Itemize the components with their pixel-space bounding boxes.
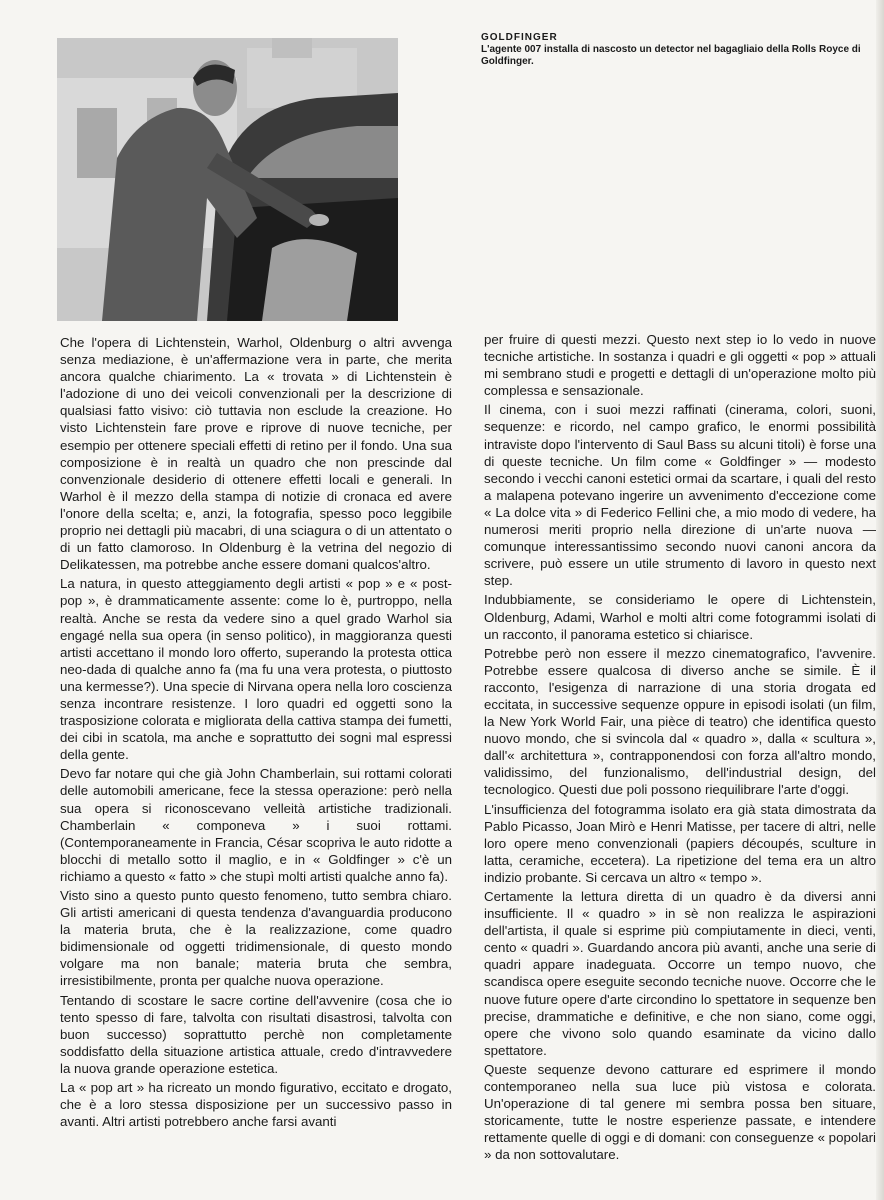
photo-caption	[481, 32, 877, 68]
paragraph: Certamente la lettura diretta di un quadro è da diversi anni insufficiente. Il « quadro » in sè non realizza le aspirazioni dell'artista, il quale si esprime più compiutamente in dieci, venti, cento « quadri ». Guardando ancora più avanti, anche una serie di quadri appare inadeguata. Occorre un tempo nuovo, che scandisca opere eseguite secondo tecniche nuove. Occorre che le nuove future opere d'arte circondino lo spettatore in sequenze ben precise, drammatiche e definitive, e che non siano, come oggi, opere che vivono solo quando esaminate da vicino dallo spettatore.	[484, 889, 876, 1058]
left-column	[60, 334, 452, 1132]
paragraph: La natura, in questo atteggiamento degli artisti « pop » e « post-pop », è drammaticamente assente: come lo è, purtroppo, nella realtà. Anche se resta da vedere sino a quel grado Warhol sia engagé nella sua opera (in senso politico), in maggioranza questi artisti accettano il mondo loro offerto, superando la protesta ottica neo-dada di qualche anno fa (ma fu una vera protesta, o piuttosto una kermesse?). Una specie di Nirvana opera nella loro coscienza senza incontrare resistenze. I loro quadri ed oggetti sono la trasposizione colorata e migliorata della cattiva stampa dei fumetti, dei cibi in scatola, ma anche e soprattutto dei sogni mal espressi della gente.	[60, 576, 452, 763]
paragraph: L'insufficienza del fotogramma isolato era già stata dimostrata da Pablo Picasso, Joan Mirò e Henri Matisse, per tacere di altri, nelle loro opere meno convenzionali (papiers découpés, sculture in latta, ceramiche, eccetera). La ripetizione del tema era un altro indizio probante. Si cercava un altro « tempo ».	[484, 801, 876, 885]
paragraph: Indubbiamente, se consideriamo le opere di Lichtenstein, Oldenburg, Adami, Warhol e molti altri come fotogrammi isolati di un racconto, il panorama estetico si chiarisce.	[484, 592, 876, 642]
paragraph: Il cinema, con i suoi mezzi raffinati (cinerama, colori, suoni, sequenze: e ricordo, nel campo grafico, le enormi possibilità intraviste dopo l'intervento di Saul Bass su alcuni titoli) è forse una di queste tecniche. Un film come « Goldfinger » — modesto secondo i vecchi canoni estetici ormai da scartare, i quali del resto a malapena potevano ingerire un avvenimento d'eccezione come « La dolce vita » di Federico Fellini che, a mio modo di vedere, ha numerosi meriti proprio nella direzione di un'arte nuova — comunque interessantissimo secondo nuovi canoni ancora da scrivere, può essere un utile strumento di lavoro in questo next step.	[484, 402, 876, 589]
caption-title: GOLDFINGER	[481, 32, 558, 43]
photo	[57, 38, 398, 321]
paragraph: per fruire di questi mezzi. Questo next step io lo vedo in nuove tecniche artistiche. In sostanza i quadri e gli oggetti « pop » attuali mi sembrano studi e progetti e dettagli di un'operazione molto più complessa e sensazionale.	[484, 332, 876, 399]
paragraph: Tentando di scostare le sacre cortine dell'avvenire (cosa che io tento spesso di fare, talvolta con risultati disastrosi, talvolta con buon successo) soprattutto perchè non completamente soddisfatto della situazione artistica attuale, credo d'intravvedere la nuova grande operazione estetica.	[60, 992, 452, 1076]
paragraph: Queste sequenze devono catturare ed esprimere il mondo contemporaneo nella sua luce più vistosa e colorata. Un'operazione di tal genere mi sembra possa ben situare, storicamente, tutte le nostre esperienze passate, e intendere rettamente quelle di oggi e di domani: con conseguenze « popolari » da non sottovalutare.	[484, 1061, 876, 1163]
paragraph: Potrebbe però non essere il mezzo cinematografico, l'avvenire. Potrebbe essere qualcosa di diverso anche se simile. È il racconto, l'esigenza di narrazione di una storia drogata ed eccitata, in successive sequenze oppure in episodi isolati (un film, la New York World Fair, una pièce di teatro) che identifica questo nuovo mondo, che si svincola dal « quadro », dalla « scultura », dall'« architettura », contrapponendosi con forza all'altro mondo, validissimo, del funzionalismo, dell'industrial design, del tecnologico. Questi due poli possono riequilibrare l'arte d'oggi.	[484, 645, 876, 798]
paragraph: Visto sino a questo punto questo fenomeno, tutto sembra chiaro. Gli artisti americani di questa tendenza d'avanguardia producono la materia bruta, che è la realizzazione, come quadro bidimensionale od oggetti tridimensionale, di questo mondo volgare ma non banale; materia bruta che sembra, irresistibilmente, pronta per qualche nuova operazione.	[60, 888, 452, 989]
right-column	[484, 331, 876, 1166]
caption-text: L'agente 007 installa di nascosto un detector nel bagagliaio della Rolls Royce di Goldfinger.	[481, 44, 861, 67]
paragraph: La « pop art » ha ricreato un mondo figurativo, eccitato e drogato, che è a loro stessa disposizione per un successivo passo in avanti. Altri artisti potrebbero anche farsi avanti	[60, 1080, 452, 1130]
paragraph: Devo far notare qui che già John Chamberlain, sui rottami colorati delle automobili americane, fece la stessa operazione: però nella sua opera si riconoscevano velleità artistiche tradizionali. Chamberlain « componeva » i suoi rottami. (Contemporaneamente in Francia, César scopriva le auto ridotte a blocchi di metallo sotto il maglio, e in « Goldfinger » c'è un richiamo a questo « fatto » che stupì molti artisti qualche anno fa).	[60, 766, 452, 884]
paragraph: Che l'opera di Lichtenstein, Warhol, Oldenburg o altri avvenga senza mediazione, è un'affermazione vera in parte, che merita ancora qualche chiarimento. La « trovata » di Lichtenstein è l'adozione di uno dei veicoli convenzionali per la descrizione di qualsiasi fatto visivo: ciò tuttavia non esclude la creazione. Ho visto Lichtenstein fare prove e riprove di nuove tecniche, per esempio per ottenere speciali effetti di retino per il fondo. Una sua composizione è in realtà un quadro che non prescinde dal convenzionale desiderio di ottenere effetti locali e generali. In Warhol è il mezzo della stampa di notizie di cronaca ed avere l'onore della scelta; e, anzi, la fotografia, spesso poco leggibile proprio nei dettagli più macabri, di una sciagura o di un attentato o di un fatto clamoroso. In Oldenburg è la vetrina del negozio di Delikatessen, ma potrebbe anche essere domani qualcos'altro.	[60, 335, 452, 573]
page-edge	[876, 0, 884, 1200]
photo-illustration	[57, 38, 398, 321]
